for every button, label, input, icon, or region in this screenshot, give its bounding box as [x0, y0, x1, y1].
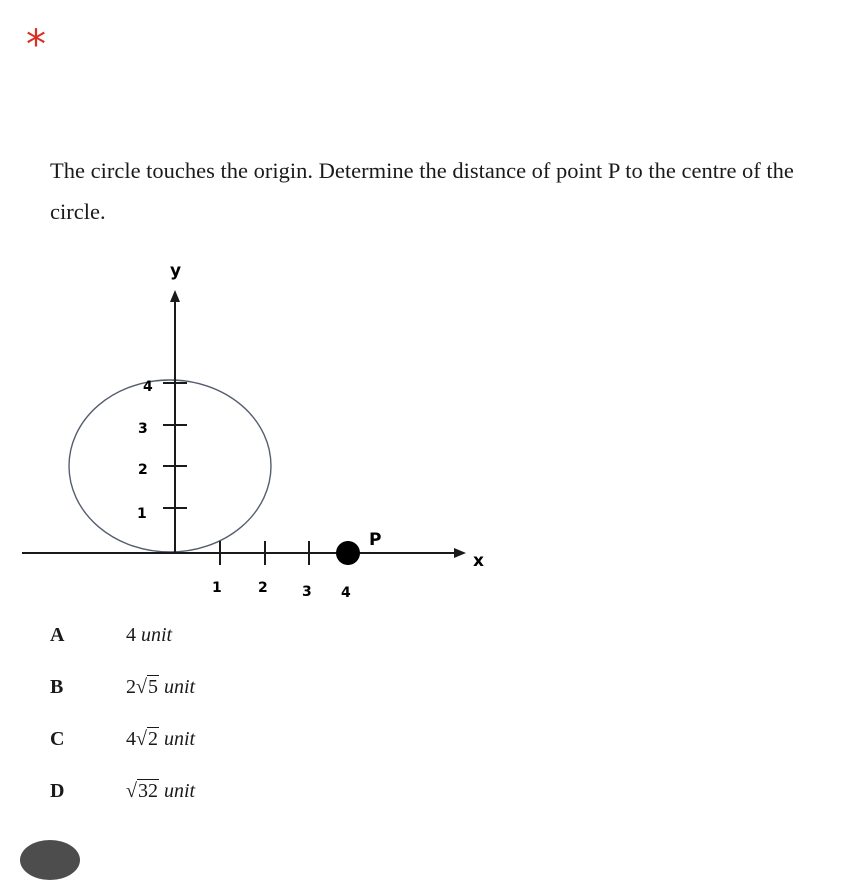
option-unit: unit — [163, 676, 196, 698]
y-tick-label-1: 1 — [137, 506, 147, 522]
y-axis-label: y — [170, 261, 182, 281]
y-tick-label-3: 3 — [138, 421, 148, 437]
option-value — [126, 780, 195, 803]
option-radicand: 2 — [147, 728, 158, 750]
x-tick-label-4: 4 — [341, 585, 351, 601]
point-p — [336, 541, 360, 565]
y-tick-label-2: 2 — [138, 462, 148, 478]
sqrt-symbol: √32 — [126, 780, 158, 802]
option-coefficient: 2 — [126, 676, 136, 698]
option-radicand: 32 — [137, 780, 158, 802]
option-a[interactable] — [50, 624, 450, 654]
option-value — [126, 624, 172, 647]
option-letter: C — [50, 728, 65, 750]
option-b[interactable] — [50, 676, 450, 706]
y-tick-label-4: 4 — [143, 379, 153, 395]
option-value — [126, 676, 195, 699]
option-value — [126, 728, 195, 751]
coordinate-diagram — [0, 250, 520, 610]
sqrt-symbol: √5 — [136, 676, 158, 698]
y-axis-arrow — [170, 290, 180, 302]
x-axis-label: x — [473, 551, 484, 571]
option-unit: unit — [163, 728, 196, 750]
x-axis-arrow — [454, 548, 466, 558]
option-letter: B — [50, 676, 64, 698]
required-marker: * — [26, 22, 46, 68]
option-coefficient: 4 — [126, 728, 136, 750]
x-tick-label-2: 2 — [258, 580, 268, 596]
option-c[interactable] — [50, 728, 450, 758]
option-radicand: 5 — [147, 676, 158, 698]
option-letter: A — [50, 624, 65, 646]
option-letter: D — [50, 780, 65, 802]
x-tick-label-1: 1 — [212, 580, 222, 596]
point-p-label: P — [369, 530, 382, 550]
option-unit: unit — [141, 624, 173, 646]
x-tick-label-3: 3 — [302, 584, 312, 600]
option-d[interactable] — [50, 780, 450, 810]
option-coefficient: 4 — [126, 624, 136, 646]
sqrt-symbol: √2 — [136, 728, 158, 750]
question-text: The circle touches the origin. Determine the distance of point P to the centre of the circle. — [50, 158, 794, 224]
option-unit: unit — [163, 780, 196, 802]
next-card-edge — [20, 840, 80, 880]
